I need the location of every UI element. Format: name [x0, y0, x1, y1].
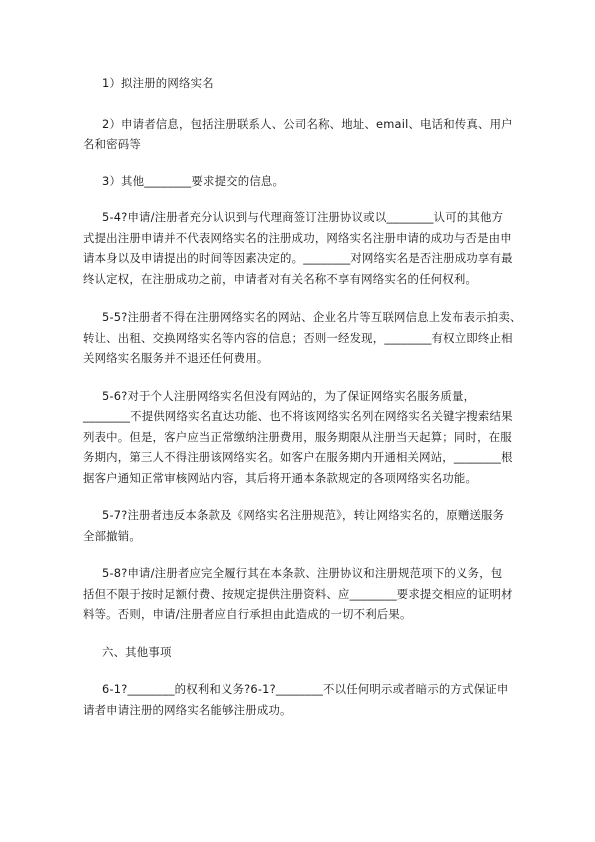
paragraph-5-7: [83, 505, 505, 546]
text-line: 3）其他________要求提交的信息。: [102, 173, 285, 188]
text-line: 5-6?对于个人注册网络实名但没有网站的，为了保证网络实名服务质量，: [102, 388, 476, 403]
text-line: 5-8?申请/注册者应完全履行其在本条款、注册协议和注册规范项下的义务，包: [102, 566, 503, 580]
paragraph-5-4: [83, 207, 513, 289]
text-line: 列表中。但是，客户应当正常缴纳注册费用，服务期限从注册当天起算；同时，在服: [83, 429, 512, 444]
text-line: 全部撤销。: [83, 528, 141, 543]
text-line: 请者申请注册的网络实名能够注册成功。: [83, 702, 292, 717]
text-line: 务期内，第三人不得注册该网络实名。如客户在服务期内开通相关网站，________根: [83, 450, 513, 464]
text-line: 括但不限于按时足额付费、按规定提供注册资料、应________要求提交相应的证明材: [83, 586, 513, 601]
paragraph-5-6: [83, 386, 513, 489]
text-line: 名和密码等: [83, 137, 141, 151]
text-line: 关网络实名服务并不退还任何费用。: [83, 351, 269, 365]
text-line: 终认定权，在注册成功之前，申请者对有关名称不享有网络实名的任何权利。: [83, 271, 478, 286]
text-line: 转让、出租、交换网络实名等内容的信息；否则一经发现，________有权立即终止相: [83, 330, 513, 345]
text-line: 1）拟注册的网络实名: [102, 76, 214, 90]
paragraph-2: [83, 114, 513, 155]
text-line: 据客户通知正常审核网站内容，其后将开通本条款规定的各项网络实名功能。: [83, 470, 478, 485]
paragraph-5-8: [83, 563, 513, 625]
text-line: 2）申请者信息，包括注册联系人、公司名称、地址、email、电话和传真、用户: [102, 116, 513, 131]
paragraph-6-1: [83, 679, 509, 720]
text-line: 六、其他事项: [102, 644, 172, 659]
section-heading-other-matters: [102, 642, 505, 663]
paragraph-3: [102, 171, 505, 192]
text-line: 5-7?注册者违反本条款及《网络实名注册规范》，转让网络实名的，原赠送服务: [102, 508, 505, 522]
paragraph-1: [102, 73, 505, 94]
text-line: 料等。否则，申请/注册者应自行承担由此造成的一切不利后果。: [83, 607, 412, 621]
text-line: ________不提供网络实名直达功能、也不将该网络实名列在网络实名关键字搜索结果: [83, 409, 513, 423]
text-line: 6-1?________的权利和义务?6-1?________不以任何明示或者暗示的方式保证申: [102, 682, 509, 696]
text-line: 式提出注册申请并不代表网络实名的注册成功，网络实名注册申请的成功与否是由申: [83, 230, 512, 245]
text-line: 请本身以及申请提出的时间等因素决定的。________对网络实名是否注册成功享有最: [83, 251, 513, 265]
paragraph-5-5: [83, 307, 522, 369]
text-line: 5-5?注册者不得在注册网络实名的网站、企业名片等互联网信息上发布表示拍卖、: [102, 310, 522, 324]
text-line: 5-4?申请/注册者充分认识到与代理商签订注册协议或以________认可的其他方: [102, 210, 504, 224]
